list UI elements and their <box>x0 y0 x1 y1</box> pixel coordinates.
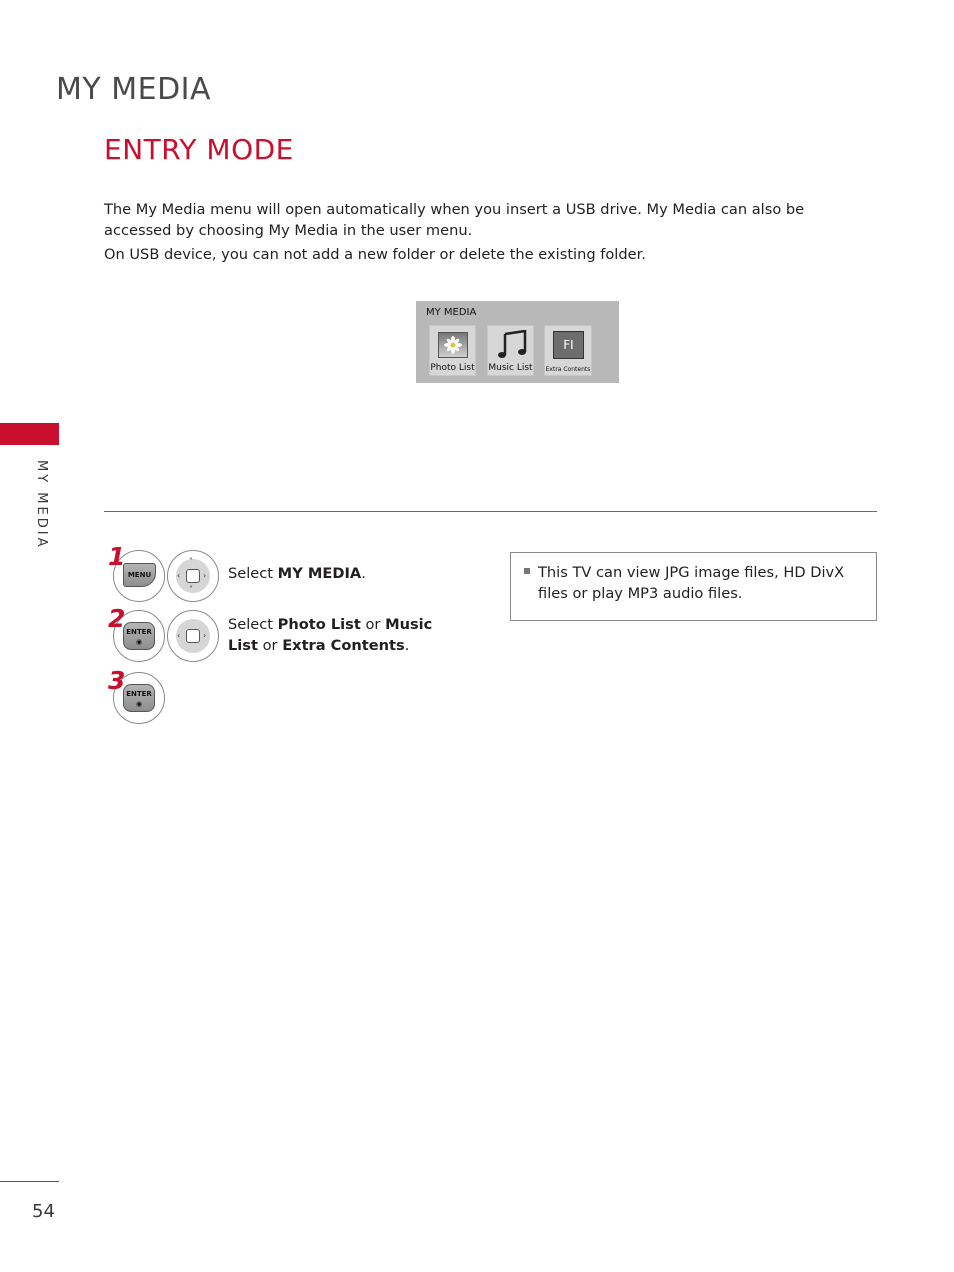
photo-list-tile <box>429 325 476 376</box>
music-note-icon <box>495 330 529 360</box>
header-title: MY MEDIA <box>56 72 212 107</box>
section-divider <box>104 511 877 512</box>
fi-icon: FI <box>553 331 584 359</box>
page-number: 54 <box>32 1201 55 1222</box>
arrow-up-icon: ˄ <box>189 557 193 566</box>
menu-key: MENU <box>123 563 156 587</box>
step-number-3: 3 <box>108 666 126 695</box>
dpad-icon <box>176 619 210 653</box>
square-bullet-icon <box>524 568 530 574</box>
sidebar-tab <box>0 423 59 445</box>
extra-contents-tile <box>544 325 592 376</box>
music-list-label: Music List <box>488 363 533 373</box>
note-box <box>510 552 877 621</box>
enter-dot-icon: ◉ <box>135 638 143 646</box>
step-number-1: 1 <box>108 542 126 571</box>
arrow-right-icon: › <box>203 571 207 580</box>
navigation-circle <box>167 610 219 662</box>
enter-key: ENTER ◉ <box>123 622 155 650</box>
enter-key: ENTER ◉ <box>123 684 155 712</box>
section-title: ENTRY MODE <box>104 133 294 166</box>
photo-icon <box>438 332 468 358</box>
arrow-left-icon: ‹ <box>177 631 181 640</box>
my-media-screenshot <box>416 301 619 383</box>
extra-contents-label: Extra Contents <box>545 366 591 373</box>
step-number-2: 2 <box>108 604 126 633</box>
step-1-text: Select MY MEDIA. <box>228 565 366 582</box>
step-2-text: Select Photo List or Music List or Extra Contents. <box>228 616 433 654</box>
arrow-right-icon: › <box>203 631 207 640</box>
note-text: This TV can view JPG image files, HD DivX files or play MP3 audio files. <box>538 564 845 602</box>
arrow-down-icon: ˅ <box>189 585 193 594</box>
dpad-icon <box>176 559 210 593</box>
sidebar-label: MY MEDIA <box>34 460 49 550</box>
intro-paragraph-1: The My Media menu will open automatically when you insert a USB drive. My Media can also be accessed by choosing My Media in the user menu. <box>104 201 805 239</box>
footer-rule <box>0 1181 59 1182</box>
enter-dot-icon: ◉ <box>135 700 143 708</box>
music-list-tile <box>487 325 534 376</box>
navigation-circle <box>167 550 219 602</box>
intro-paragraph-2: On USB device, you can not add a new folder or delete the existing folder. <box>104 246 646 263</box>
photo-list-label: Photo List <box>430 363 475 373</box>
screenshot-title: MY MEDIA <box>426 307 477 318</box>
arrow-left-icon: ‹ <box>177 571 181 580</box>
